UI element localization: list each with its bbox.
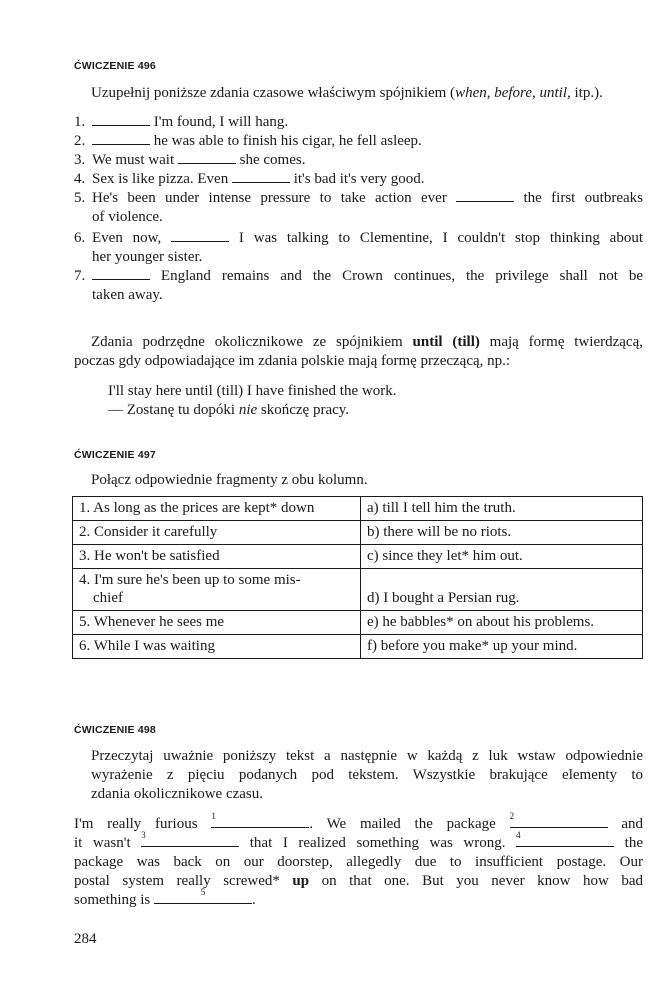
right-cell: a) till I tell him the truth. xyxy=(361,497,643,521)
right-cell: d) I bought a Persian rug. xyxy=(361,569,643,611)
ex496-item-5: 5. He's been under intense pressure to take action ever the first outbreaks xyxy=(74,190,644,206)
ex496-item-1: 1. I'm found, I will hang. xyxy=(74,114,289,130)
right-cell: c) since they let* him out. xyxy=(361,545,643,569)
ex496-item-5-cont: of violence. xyxy=(92,209,163,225)
instruction-suffix: itp.). xyxy=(570,85,603,101)
table-row xyxy=(73,569,643,611)
table-row xyxy=(73,497,643,521)
gap-blank xyxy=(232,170,290,183)
gap-blank-3: 3 xyxy=(141,834,239,847)
gap-blank xyxy=(92,267,150,280)
left-cell: 3. He won't be satisfied xyxy=(73,545,361,569)
exercise-498-instruction-3: zdania okolicznikowe czasu. xyxy=(91,786,264,802)
gap-blank-4: 4 xyxy=(516,834,614,847)
table-row xyxy=(73,545,643,569)
instruction-examples: when, before, until, xyxy=(455,85,571,101)
gap-blank xyxy=(92,132,150,145)
gap-blank-5: 5 xyxy=(154,891,252,904)
note-bold-term: until (till) xyxy=(412,334,480,350)
right-cell: f) before you make* up your mind. xyxy=(361,635,643,659)
table-row xyxy=(73,521,643,545)
left-cell: 4. I'm sure he's been up to some mis- chief xyxy=(73,569,361,611)
gap-blank-2: 2 xyxy=(510,815,608,828)
ex496-item-4: 4. Sex is like pizza. Even it's bad it's very good. xyxy=(74,171,425,187)
exercise-497-instruction: Połącz odpowiednie fragmenty z obu kolumn. xyxy=(91,472,368,488)
ex496-item-3: 3. We must wait she comes. xyxy=(74,152,306,168)
exercise-498-instruction-2: wyrażenie z pięciu podanych pod tekstem. Wszystkie brakujące elementy to xyxy=(91,767,643,783)
left-cell: 2. Consider it carefully xyxy=(73,521,361,545)
exercise-496-instruction xyxy=(91,84,603,103)
note-line-2: poczas gdy odpowiadające im zdania polskie mają formę przeczącą, np.: xyxy=(74,353,511,369)
left-cell: 6. While I was waiting xyxy=(73,635,361,659)
note-example-en: I'll stay here until (till) I have finished the work. xyxy=(108,383,397,399)
exercise-496-title: ĆWICZENIE 496 xyxy=(74,60,156,72)
ex496-item-7-cont: taken away. xyxy=(92,287,163,303)
right-cell: b) there will be no riots. xyxy=(361,521,643,545)
right-cell: e) he babbles* on about his problems. xyxy=(361,611,643,635)
left-cell: 1. As long as the prices are kept* down xyxy=(73,497,361,521)
exercise-498-instruction-1: Przeczytaj uważnie poniższy tekst a następnie w każdą z luk wstaw odpowiednie xyxy=(91,748,643,764)
gap-blank xyxy=(456,189,514,202)
ex496-item-6: 6. Even now, I was talking to Clementine, I couldn't stop thinking about xyxy=(74,230,643,246)
passage-line-1: I'm really furious 1 . We mailed the package 2 and xyxy=(74,811,643,832)
ex496-item-6-cont: her younger sister. xyxy=(92,249,203,265)
ex496-item-7: 7. England remains and the Crown continues, the privilege shall not be xyxy=(74,268,643,284)
gap-blank xyxy=(171,229,229,242)
table-row xyxy=(73,635,643,659)
ex496-item-2: 2. he was able to finish his cigar, he fell asleep. xyxy=(74,133,422,149)
passage-line-2: it wasn't 3 that I realized something was wrong. 4 the xyxy=(74,830,643,851)
gap-blank-1: 1 xyxy=(211,815,309,828)
left-cell: 5. Whenever he sees me xyxy=(73,611,361,635)
note-example-pl: — Zostanę tu dopóki nie skończę pracy. xyxy=(108,402,350,418)
instruction-text: Uzupełnij poniższe zdania czasowe właściwym spójnikiem ( xyxy=(91,85,456,101)
page-number: 284 xyxy=(74,931,97,947)
exercise-498-title: ĆWICZENIE 498 xyxy=(74,724,156,736)
gap-blank xyxy=(92,113,150,126)
matching-table xyxy=(72,496,643,659)
note-line-1: Zdania podrzędne okolicznikowe ze spójnikiem until (till) mają formę twierdzącą, xyxy=(91,334,643,350)
passage-line-4: postal system really screwed* up on that one. But you never know how bad xyxy=(74,873,644,889)
passage-line-3: package was back on our doorstep, allegedly due to insufficient postage. Our xyxy=(74,854,643,870)
gap-blank xyxy=(178,151,236,164)
table-row xyxy=(73,611,643,635)
passage-line-5: something is 5 . xyxy=(74,887,256,908)
exercise-497-title: ĆWICZENIE 497 xyxy=(74,449,156,461)
